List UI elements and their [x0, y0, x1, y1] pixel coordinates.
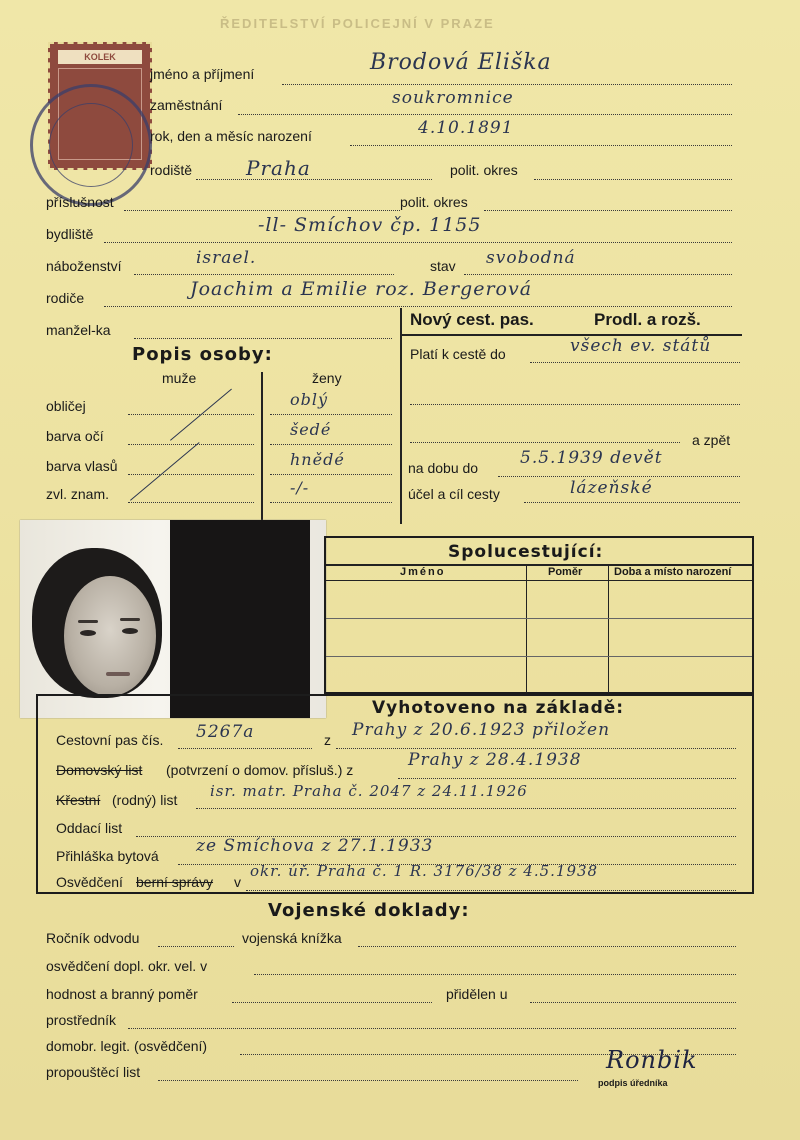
col-name: Jméno — [400, 566, 446, 578]
passport-from: Prahy z 20.6.1923 přiložen — [352, 720, 611, 740]
citizenship-label: příslušnost — [46, 194, 114, 210]
signature-label: podpis úředníka — [598, 1078, 668, 1088]
domicile-label: (potvrzení o domov. přísluš.) z — [166, 762, 354, 778]
official-signature: Ronbik — [606, 1046, 698, 1074]
baptism-value: isr. matr. Praha č. 2047 z 24.11.1926 — [210, 782, 528, 800]
valid-label: Platí k cestě do — [410, 346, 506, 362]
legitimation-label: domobr. legit. (osvědčení) — [46, 1038, 208, 1054]
status-label: stav — [430, 258, 456, 274]
companions-title: Spolucestující: — [448, 542, 604, 562]
baptism-label: (rodný) list — [112, 792, 178, 808]
basis-title: Vyhotoveno na základě: — [372, 698, 625, 718]
birth-label: rok, den a měsíc narození — [150, 128, 312, 144]
draft-year-label: Ročník odvodu — [46, 930, 140, 946]
new-passport-label: Nový cest. pas. — [410, 310, 534, 329]
domicile-value: Prahy z 28.4.1938 — [408, 750, 582, 770]
description-women-value: oblý — [290, 390, 329, 409]
col-women: ženy — [312, 370, 342, 386]
stamp-label: KOLEK — [58, 50, 142, 64]
period-label: na dobu do — [408, 460, 479, 476]
certificate-value: okr. úř. Praha č. 1 R. 3176/38 z 4.5.1938 — [250, 862, 599, 880]
occupation-label: zaměstnání — [150, 97, 223, 113]
assigned-label: přidělen u — [446, 986, 508, 1002]
passport-number-label: Cestovní pas čís. — [56, 732, 164, 748]
description-row-label: barva očí — [46, 428, 104, 444]
valid-value: všech ev. států — [570, 336, 712, 356]
purpose-label: účel a cíl cesty — [408, 486, 500, 502]
faded-header-stamp: ŘEDITELSTVÍ POLICEJNÍ V PRAZE — [220, 16, 495, 31]
certificate-struck: berní správy — [136, 874, 214, 890]
status-value: svobodná — [486, 248, 576, 268]
occupation-value: soukromnice — [392, 88, 514, 108]
period-value: 5.5.1939 devět — [520, 448, 663, 468]
discharge-label: propouštěcí list — [46, 1064, 141, 1080]
description-women-value: šedé — [290, 420, 332, 439]
baptism-struck: Křestní — [56, 792, 101, 808]
name-label: jméno a příjmení — [150, 66, 255, 82]
description-women-value: hnědé — [290, 450, 345, 469]
military-title: Vojenské doklady: — [268, 900, 470, 921]
residence-value: -ll- Smíchov čp. 1155 — [258, 214, 482, 236]
certificate-label: Osvědčení — [56, 874, 123, 890]
col-birth: Doba a místo narození — [614, 566, 732, 578]
police-seal — [30, 84, 152, 206]
district2-label: polit. okres — [400, 194, 468, 210]
religion-label: náboženství — [46, 258, 122, 274]
middleman-label: prostředník — [46, 1012, 117, 1028]
registration-label: Přihláška bytová — [56, 848, 159, 864]
certificate-v: v — [234, 874, 241, 890]
col-relation: Poměr — [548, 566, 583, 578]
birthplace-value: Praha — [246, 156, 311, 180]
parents-value: Joachim a Emilie roz. Bergerová — [190, 278, 533, 300]
description-title: Popis osoby: — [132, 344, 273, 365]
birthplace-label: rodiště — [150, 162, 193, 178]
registration-value: ze Smíchova z 27.1.1933 — [196, 836, 434, 856]
prolongation-label: Prodl. a rozš. — [594, 310, 701, 329]
description-row-label: obličej — [46, 398, 86, 414]
portrait-photo — [20, 520, 326, 718]
name-value: Brodová Eliška — [370, 50, 552, 75]
birth-value: 4.10.1891 — [418, 118, 514, 138]
religion-value: israel. — [196, 248, 257, 268]
district1-label: polit. okres — [450, 162, 518, 178]
marriage-label: Oddací list — [56, 820, 123, 836]
supplementary-cert-label: osvědčení dopl. okr. vel. v — [46, 958, 208, 974]
description-row-label: zvl. znam. — [46, 486, 110, 502]
domicile-struck: Domovský list — [56, 762, 143, 778]
description-row-label: barva vlasů — [46, 458, 118, 474]
return-label: a zpět — [692, 432, 731, 448]
purpose-value: lázeňské — [570, 478, 653, 498]
rank-label: hodnost a branný poměr — [46, 986, 198, 1002]
spouse-label: manžel-ka — [46, 322, 111, 338]
parents-label: rodiče — [46, 290, 85, 306]
col-men: muže — [162, 370, 197, 386]
military-book-label: vojenská knížka — [242, 930, 342, 946]
description-women-value: -/- — [290, 478, 310, 497]
passport-number: 5267a — [196, 722, 255, 742]
passport-from-label: z — [324, 732, 331, 748]
residence-label: bydliště — [46, 226, 94, 242]
